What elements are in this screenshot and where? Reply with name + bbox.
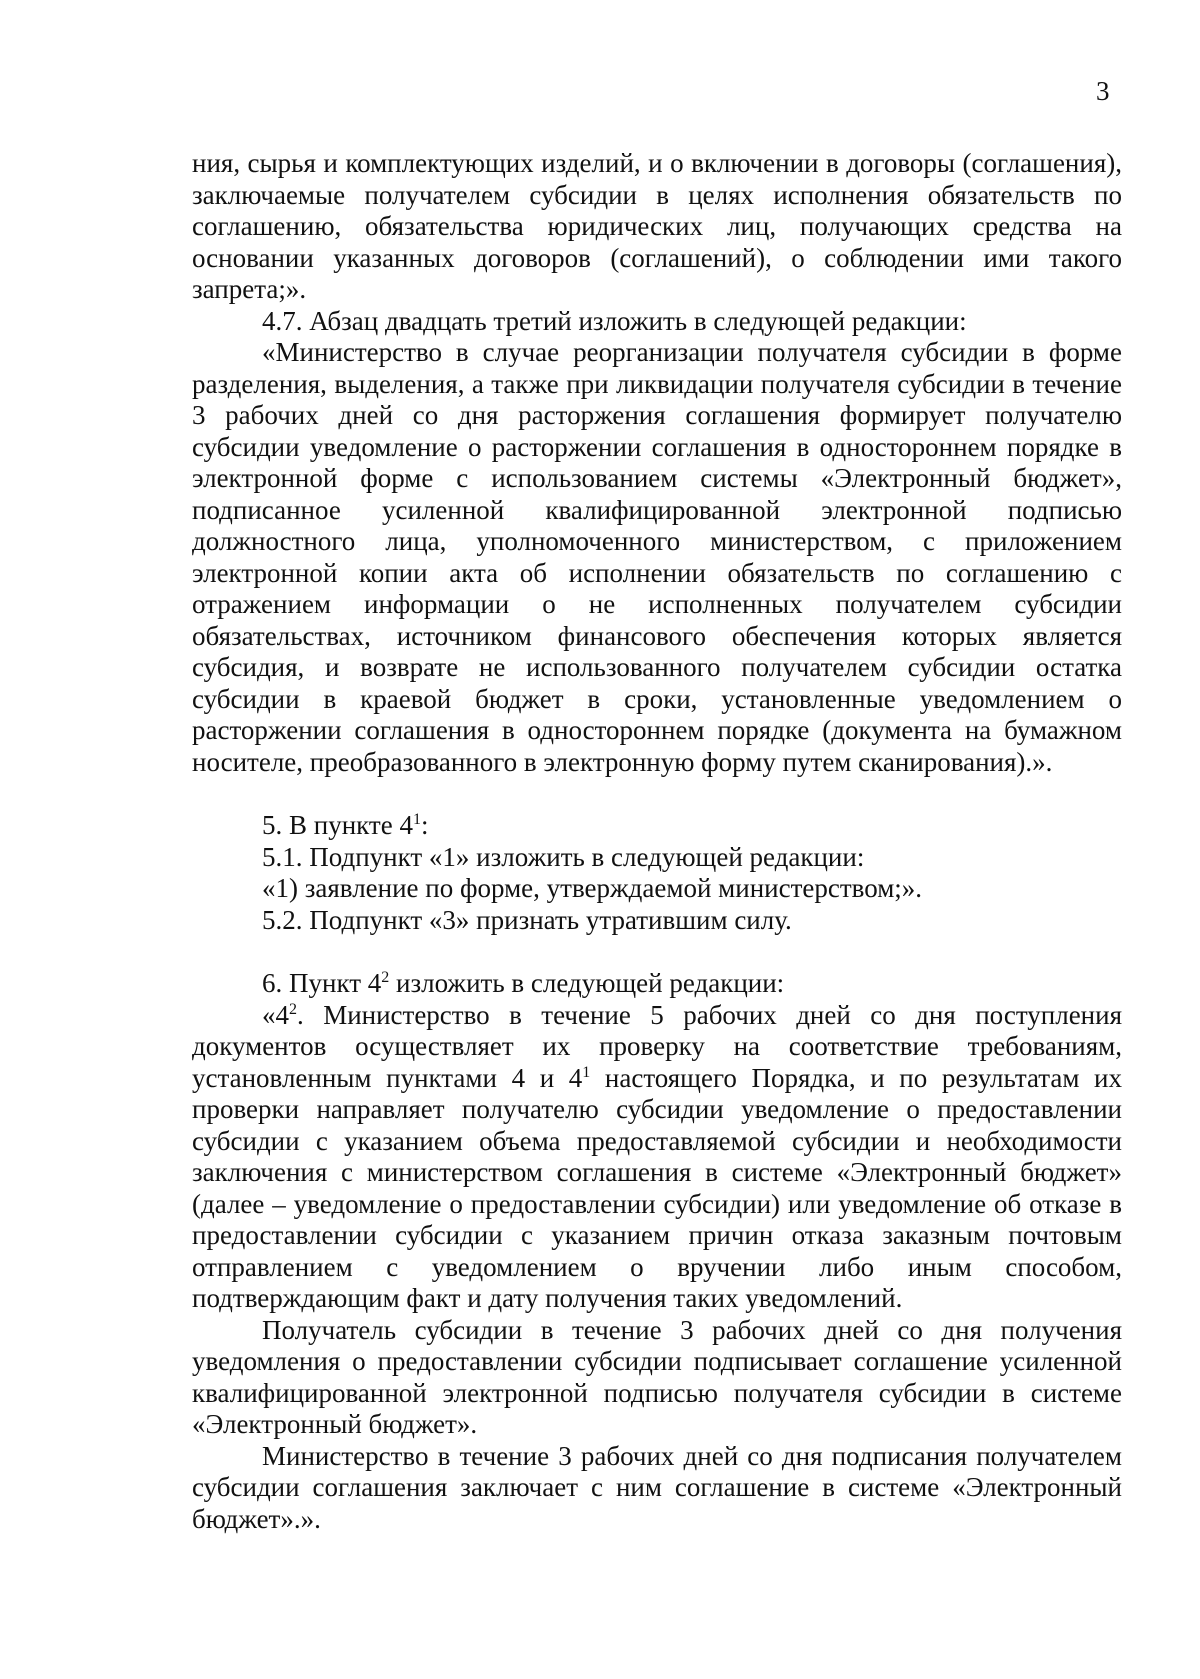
superscript: 2: [289, 1000, 297, 1018]
document-body: [192, 148, 1122, 1535]
paragraph-continuation: ния, сырья и комплектующих изделий, и о включении в договоры (соглашения), заключаемые получателем субсидии в целях исполнения обязательств по соглашению, обязательства юридических лиц, получающих средства на основании указанных договоров (соглашений), о соблюдении ими такого запрета;».: [192, 148, 1122, 304]
paragraph-4-7-text: «Министерство в случае реорганизации получателя субсидии в форме разделения, выделения, а также при ликвидации получателя субсидии в течение 3 рабочих дней со дня расторжения соглашения формирует получателю субсидии уведомление о расторжении соглашения в одностороннем порядке в электронной форме с использованием системы «Электронный бюджет», подписанное усиленной квалифицированной электронной подписью должностного лица, уполномоченного министерством, с приложением электронной копии акта об исполнении обязательств по соглашению с отражением информации о не исполненных получателем субсидии обязательствах, источником финансового обеспечения которых является субсидия, и возврате не использованного получателем субсидии остатка субсидии в краевой бюджет в сроки, установленные уведомлением о расторжении соглашения в одностороннем порядке (документа на бумажном носителе, преобразованного в электронную форму путем сканирования).».: [192, 337, 1122, 777]
paragraph-4-2-text: «$4^2$. Министерство в течение 5 рабочих дней со дня поступления документов осуществляет их проверку на соответствие требованиям, установленным пунктами 4 и $4^1$ настоящего Порядка, и по результатам их проверки направляет получателю субсидии уведомление о предоставлении субсидии с указанием объема предоставляемой субсидии и необходимости заключения с министерством соглашения в системе «Электронный бюджет» (далее – уведомление о предоставлении субсидии) или уведомление об отказе в предоставлении субсидии с указанием причин отказа заказным почтовым отправлением с уведомлением о вручении либо иным способом, подтверждающим факт и дату получения таких уведомлений.: [192, 999, 1123, 1313]
paragraph-ministry: Министерство в течение 3 рабочих дней со дня подписания получателем субсидии соглашения заключает с ним соглашение в системе «Электронный бюджет».».: [192, 1440, 1122, 1534]
superscript: 1: [582, 1063, 591, 1081]
item-5-heading: 5. В пункте $4^1$:: [262, 810, 429, 840]
item-5-1-quote: «1) заявление по форме, утверждаемой министерством;».: [262, 873, 923, 903]
item-6-heading: 6. Пункт $4^2$ изложить в следующей редакции:: [262, 968, 785, 998]
page-number: 3: [1096, 76, 1110, 106]
paragraph-4-7-heading: 4.7. Абзац двадцать третий изложить в следующей редакции:: [262, 305, 967, 336]
item-5-2: 5.2. Подпункт «3» признать утратившим силу.: [262, 904, 792, 935]
paragraph-recipient: Получатель субсидии в течение 3 рабочих дней со дня получения уведомления о предоставлении субсидии подписывает соглашение усиленной квалифицированной электронной подписью получателя субсидии в системе «Электронный бюджет».: [192, 1314, 1122, 1439]
item-5-1: 5.1. Подпункт «1» изложить в следующей редакции:: [262, 841, 865, 872]
superscript: 2: [381, 969, 390, 986]
superscript: 1: [412, 811, 421, 828]
